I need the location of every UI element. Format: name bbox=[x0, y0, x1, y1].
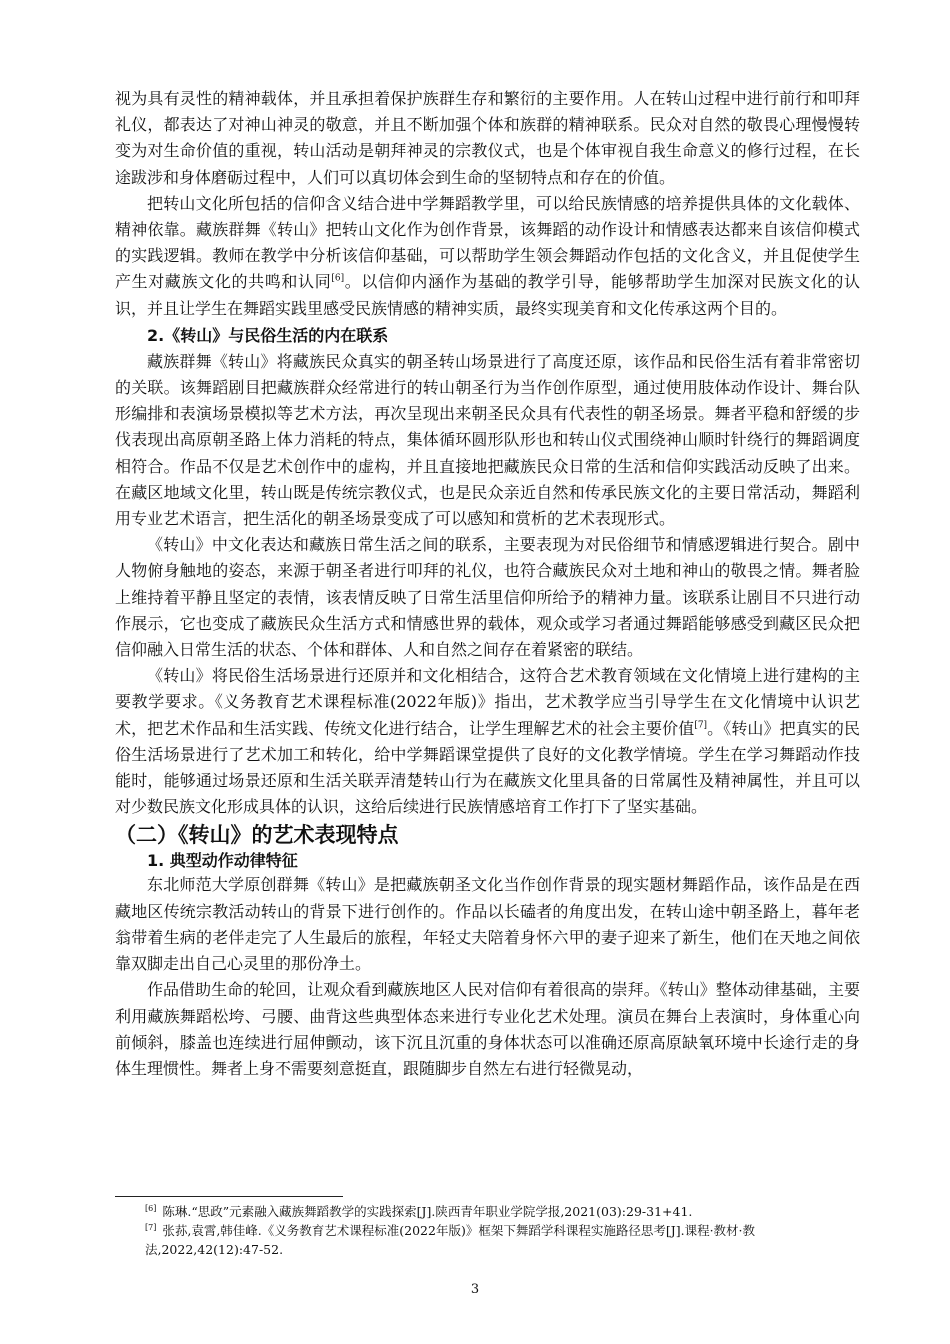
paragraph-2-text-b: 。以信仰内涵作为基础的教学引导，能够帮助学生加深对民族文化的认识，并且让学生在舞蹈实践里感受民族情感的精神实质，最终实现美育和文化传承这两个目的。 bbox=[115, 272, 860, 318]
paragraph-4: 《转山》中文化表达和藏族日常生活之间的联系，主要表现为对民俗细节和情感逻辑进行契合。剧中人物俯身触地的姿态，来源于朝圣者进行叩拜的礼仪，也符合藏族民众对土地和神山的敬畏之情。舞者脸上维持着平静且坚定的表情，该表情反映了日常生活里信仰所给予的精神力量。该联系让剧目不只进行动作展示，它也变成了藏族民众生活方式和情感世界的载体，观众或学习者通过舞蹈能够感受到藏区民众把信仰融入日常生活的状态、个体和群体、人和自然之间存在着紧密的联结。 bbox=[115, 535, 860, 660]
page-body bbox=[115, 86, 860, 1082]
citation-6: [6] bbox=[331, 274, 345, 285]
paragraph-5 bbox=[115, 663, 860, 820]
paragraph-7: 作品借助生命的轮回，让观众看到藏族地区人民对信仰有着很高的崇拜。《转山》整体动律基础，主要利用藏族舞蹈松垮、弓腰、曲背这些典型体态来进行专业化艺术处理。演员在舞台上表演时，身体重心向前倾斜，膝盖也连续进行屈伸颤动，该下沉且沉重的身体状态可以准确还原高原缺氧环境中长途行走的身体生理惯性。舞者上身不需要刻意挺直，跟随脚步自然左右进行轻微晃动， bbox=[115, 980, 860, 1078]
citation-7: [7] bbox=[694, 720, 708, 731]
footnotes bbox=[115, 1202, 860, 1259]
paragraph-2-text-a: 把转山文化所包括的信仰含义结合进中学舞蹈教学里，可以给民族情感的培养提供具体的文化载体、精神依靠。藏族群舞《转山》把转山文化作为创作背景，该舞蹈的动作设计和情感表达都来自该信仰模式的实践逻辑。教师在教学中分析该信仰基础，可以帮助学生领会舞蹈动作包括的文化含义，并且促使学生产生对藏族文化的共鸣和认同 bbox=[115, 193, 860, 292]
paragraph-3: 藏族群舞《转山》将藏族民众真实的朝圣转山场景进行了高度还原，该作品和民俗生活有着非常密切的关联。该舞蹈剧目把藏族群众经常进行的转山朝圣行为当作创作原型，通过使用肢体动作设计、舞台队形编排和表演场景模拟等艺术方法，再次呈现出来朝圣民众具有代表性的朝圣场景。舞者平稳和舒缓的步伐表现出高原朝圣路上体力消耗的特点，集体循环圆形队形也和转山仪式围绕神山顺时针绕行的舞蹈调度相符合。作品不仅是艺术创作中的虚构，并且直接地把藏族民众日常的生活和信仰实践活动反映了出来。在藏区地域文化里，转山既是传统宗教仪式，也是民众亲近自然和传承民族文化的主要日常活动，舞蹈利用专业艺术语言，把生活化的朝圣场景变成了可以感知和赏析的艺术表现形式。 bbox=[115, 351, 860, 529]
page-number: 3 bbox=[470, 1282, 480, 1297]
footnote-text: 陈琳.“思政”元素融入藏族舞蹈教学的实践探索[J].陕西青年职业学院学报,2021(03):29-31+41. bbox=[162, 1204, 693, 1219]
subsection-heading-1: 1. 典型动作动律特征 bbox=[147, 851, 298, 871]
footnote-mark: [6] bbox=[145, 1203, 157, 1213]
footnote-divider bbox=[115, 1196, 343, 1197]
paragraph-1: 视为具有灵性的精神载体，并且承担着保护族群生存和繁衍的主要作用。人在转山过程中进行前行和叩拜礼仪，都表达了对神山神灵的敬意，并且不断加强个体和族群的精神联系。民众对自然的敬畏心理慢慢转变为对生命价值的重视，转山活动是朝拜神灵的宗教仪式，也是个体审视自我生命意义的修行过程，在长途跋涉和身体磨砺过程中，人们可以真切体会到生命的坚韧特点和存在的价值。 bbox=[115, 89, 860, 187]
footnote-7 bbox=[115, 1221, 860, 1259]
footnote-6 bbox=[115, 1202, 860, 1221]
section-heading-2: 2.《转山》与民俗生活的内在联系 bbox=[147, 325, 389, 345]
paragraph-6: 东北师范大学原创群舞《转山》是把藏族朝圣文化当作创作背景的现实题材舞蹈作品，该作品是在西藏地区传统宗教活动转山的背景下进行创作的。作品以长磕者的角度出发，在转山途中朝圣路上，暮年老翁带着生病的老伴走完了人生最后的旅程，年轻丈夫陪着身怀六甲的妻子迎来了新生，他们在天地之间依靠双脚走出自己心灵里的那份净土。 bbox=[115, 875, 860, 974]
footnote-mark: [7] bbox=[145, 1222, 157, 1232]
paragraph-2 bbox=[115, 191, 860, 322]
paragraph-5-text-a: 《转山》将民俗生活场景进行还原并和文化相结合，这符合艺术教育领域在文化情境上进行建构的主要教学要求。《义务教育艺术课程标准(2022年版)》指出，艺术教学应当引导学生在文化情境中认识艺术，把艺术作品和生活实践、传统文化进行结合，让学生理解艺术的社会主要价值 bbox=[115, 666, 860, 738]
part-heading-2: （二）《转山》的艺术表现特点 bbox=[115, 823, 399, 848]
paragraph-5-text-b: 。《转山》把真实的民俗生活场景进行了艺术加工和转化，给中学舞蹈课堂提供了良好的文化教学情境。学生在学习舞蹈动作技能时，能够通过场景还原和生活关联弄清楚转山行为在藏族文化里具备的日常属性及精神属性，并且可以对少数民族文化形成具体的认识，这给后续进行民族情感培育工作打下了坚实基础。 bbox=[115, 718, 860, 817]
footnote-text: 张荪,袁霄,韩佳峰.《义务教育艺术课程标准(2022年版)》框架下舞蹈学科课程实施路径思考[J].课程·教材·教法,2022,42(12):47-52. bbox=[145, 1223, 756, 1257]
